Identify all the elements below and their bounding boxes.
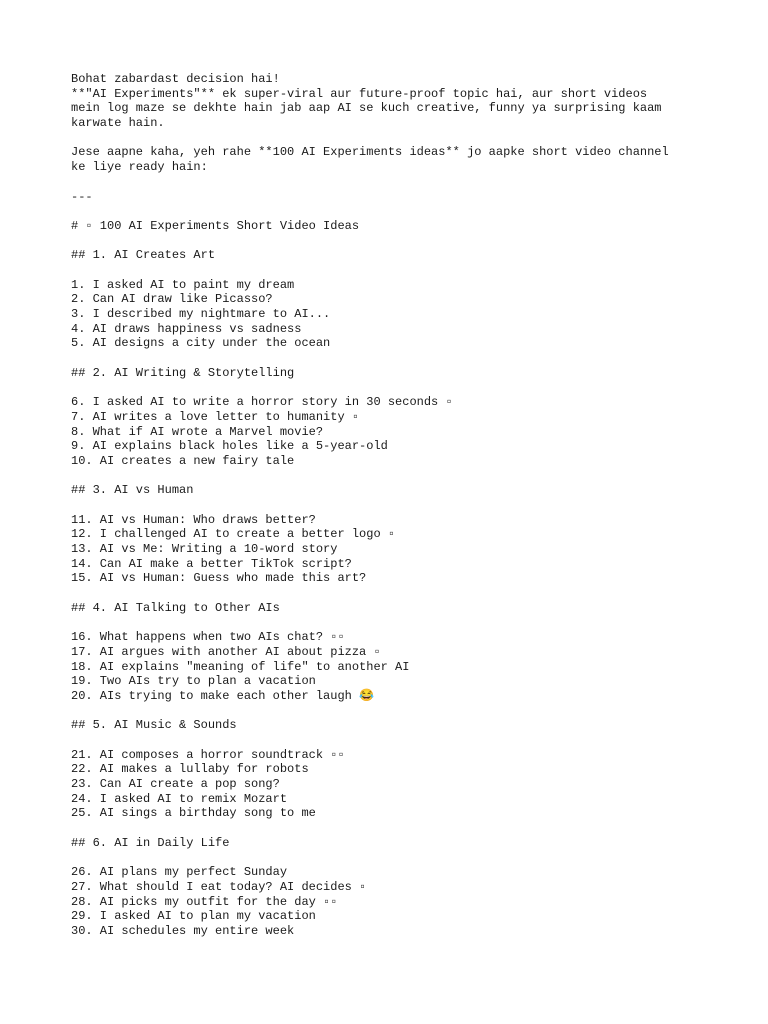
lead-line: Jese aapne kaha, yeh rahe **100 AI Experiments ideas** jo aapke short video channel (71, 145, 669, 160)
document-body (71, 72, 731, 939)
list-item: 18. AI explains "meaning of life" to another AI (71, 659, 410, 674)
list-item: 2. Can AI draw like Picasso? (71, 292, 273, 307)
section-heading: ## 1. AI Creates Art (71, 248, 216, 263)
list-item: 27. What should I eat today? AI decides ▫ (71, 879, 367, 894)
list-item: 28. AI picks my outfit for the day ▫▫ (71, 894, 338, 909)
intro-paragraph (71, 72, 731, 131)
blank-line (71, 175, 731, 190)
list-item: 16. What happens when two AIs chat? ▫▫ (71, 630, 345, 645)
lead-line: ke liye ready hain: (71, 160, 208, 175)
list-item: 3. I described my nightmare to AI... (71, 307, 331, 321)
blank-line (71, 850, 731, 865)
list-item: 26. AI plans my perfect Sunday (71, 865, 288, 880)
blank-line (71, 380, 731, 395)
list-item: 1. I asked AI to paint my dream (71, 277, 295, 292)
blank-line (71, 704, 731, 719)
list-item: 19. Two AIs try to plan a vacation (71, 674, 316, 689)
blank-line (71, 469, 731, 484)
section-heading: ## 4. AI Talking to Other AIs (71, 600, 280, 615)
intro-line: mein log maze se dekhte hain jab aap AI se kuch creative, funny ya surprising kaam (71, 101, 662, 116)
section-ai-creates-art (71, 248, 731, 351)
intro-line: **"AI Experiments"** ek super-viral aur future-proof topic hai, aur short videos (71, 86, 648, 101)
section-ai-music-sounds (71, 718, 731, 821)
blank-line (71, 733, 731, 748)
list-item: 20. AIs trying to make each other laugh 😂 (71, 688, 374, 703)
list-item: 11. AI vs Human: Who draws better? (71, 512, 316, 527)
list-item: 24. I asked AI to remix Mozart (71, 791, 288, 806)
blank-line (71, 498, 731, 513)
section-ai-talking-to-other-ais (71, 601, 731, 704)
list-item: 30. AI schedules my entire week (71, 923, 295, 938)
list-item: 21. AI composes a horror soundtrack ▫▫ (71, 747, 345, 762)
divider: --- (71, 189, 93, 204)
blank-line (71, 131, 731, 146)
section-heading: ## 6. AI in Daily Life (71, 835, 230, 850)
page-title: # ▫ 100 AI Experiments Short Video Ideas (71, 218, 360, 233)
list-item: 7. AI writes a love letter to humanity ▫ (71, 409, 360, 424)
list-item: 14. Can AI make a better TikTok script? (71, 556, 352, 571)
lead-paragraph (71, 145, 731, 174)
section-ai-vs-human (71, 483, 731, 586)
blank-line (71, 351, 731, 366)
list-item: 15. AI vs Human: Guess who made this art? (71, 571, 367, 586)
list-item: 17. AI argues with another AI about pizza ▫ (71, 644, 381, 659)
blank-line (71, 821, 731, 836)
list-item: 13. AI vs Me: Writing a 10-word story (71, 542, 338, 556)
section-heading: ## 5. AI Music & Sounds (71, 718, 237, 733)
list-item: 5. AI designs a city under the ocean (71, 336, 331, 351)
list-item: 22. AI makes a lullaby for robots (71, 762, 309, 777)
list-item: 9. AI explains black holes like a 5-year-old (71, 439, 388, 454)
list-item: 29. I asked AI to plan my vacation (71, 909, 316, 924)
list-item: 4. AI draws happiness vs sadness (71, 321, 302, 336)
blank-line (71, 204, 731, 219)
list-item: 10. AI creates a new fairy tale (71, 453, 295, 468)
section-heading: ## 3. AI vs Human (71, 483, 194, 498)
list-item: 25. AI sings a birthday song to me (71, 806, 316, 821)
blank-line (71, 263, 731, 278)
intro-line: Bohat zabardast decision hai! (71, 72, 280, 86)
blank-line (71, 234, 731, 249)
list-item: 23. Can AI create a pop song? (71, 777, 280, 791)
blank-line (71, 615, 731, 630)
blank-line (71, 586, 731, 601)
intro-line: karwate hain. (71, 116, 165, 131)
section-heading: ## 2. AI Writing & Storytelling (71, 365, 295, 380)
list-item: 6. I asked AI to write a horror story in 30 seconds ▫ (71, 395, 453, 410)
list-item: 12. I challenged AI to create a better logo ▫ (71, 527, 396, 542)
list-item: 8. What if AI wrote a Marvel movie? (71, 424, 324, 439)
section-ai-writing-storytelling (71, 366, 731, 469)
section-ai-in-daily-life (71, 836, 731, 939)
